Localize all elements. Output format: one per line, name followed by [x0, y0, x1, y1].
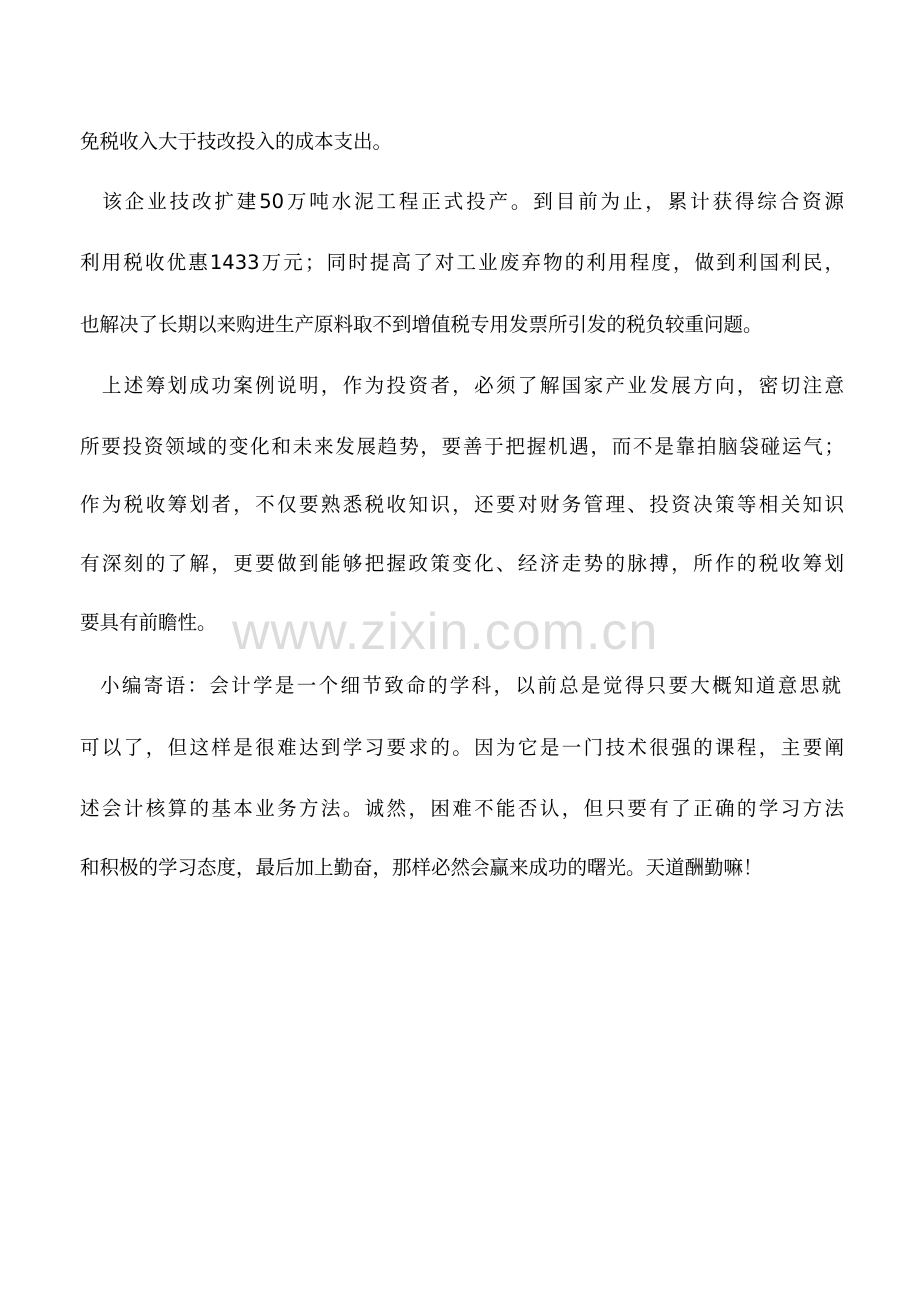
- text-line: 上述筹划成功案例说明，作为投资者，必须了解国家产业发展方向，密切注意: [80, 374, 844, 397]
- text-line: 该企业技改扩建50万吨水泥工程正式投产。到目前为止，累计获得综合资源: [80, 190, 844, 213]
- text-line: 有深刻的了解，更要做到能够把握政策变化、经济走势的脉搏，所作的税收筹划: [80, 552, 844, 575]
- text-line: 述会计核算的基本业务方法。诚然，困难不能否认，但只要有了正确的学习方法: [80, 797, 844, 820]
- text-line: 小编寄语：会计学是一个细节致命的学科，以前总是觉得只要大概知道意思就: [100, 674, 841, 697]
- text-line: 利用税收优惠1433万元；同时提高了对工业废弃物的利用程度，做到利国利民，: [80, 251, 844, 274]
- text-line: 所要投资领域的变化和未来发展趋势，要善于把握机遇，而不是靠拍脑袋碰运气；: [80, 435, 844, 458]
- text-line: 和积极的学习态度，最后加上勤奋，那样必然会赢来成功的曙光。天道酬勤嘛！: [80, 856, 763, 879]
- text-line: 要具有前瞻性。: [80, 611, 217, 634]
- text-line: 作为税收筹划者，不仅要熟悉税收知识，还要对财务管理、投资决策等相关知识: [80, 493, 844, 516]
- watermark: www.zixin.com.cn: [232, 603, 659, 661]
- text-line: 也解决了长期以来购进生产原料取不到增值税专用发票所引发的税负较重问题。: [80, 313, 763, 336]
- text-line: 免税收入大于技改投入的成本支出。: [80, 130, 393, 153]
- text-line: 可以了，但这样是很难达到学习要求的。因为它是一门技术很强的课程，主要阐: [80, 736, 844, 759]
